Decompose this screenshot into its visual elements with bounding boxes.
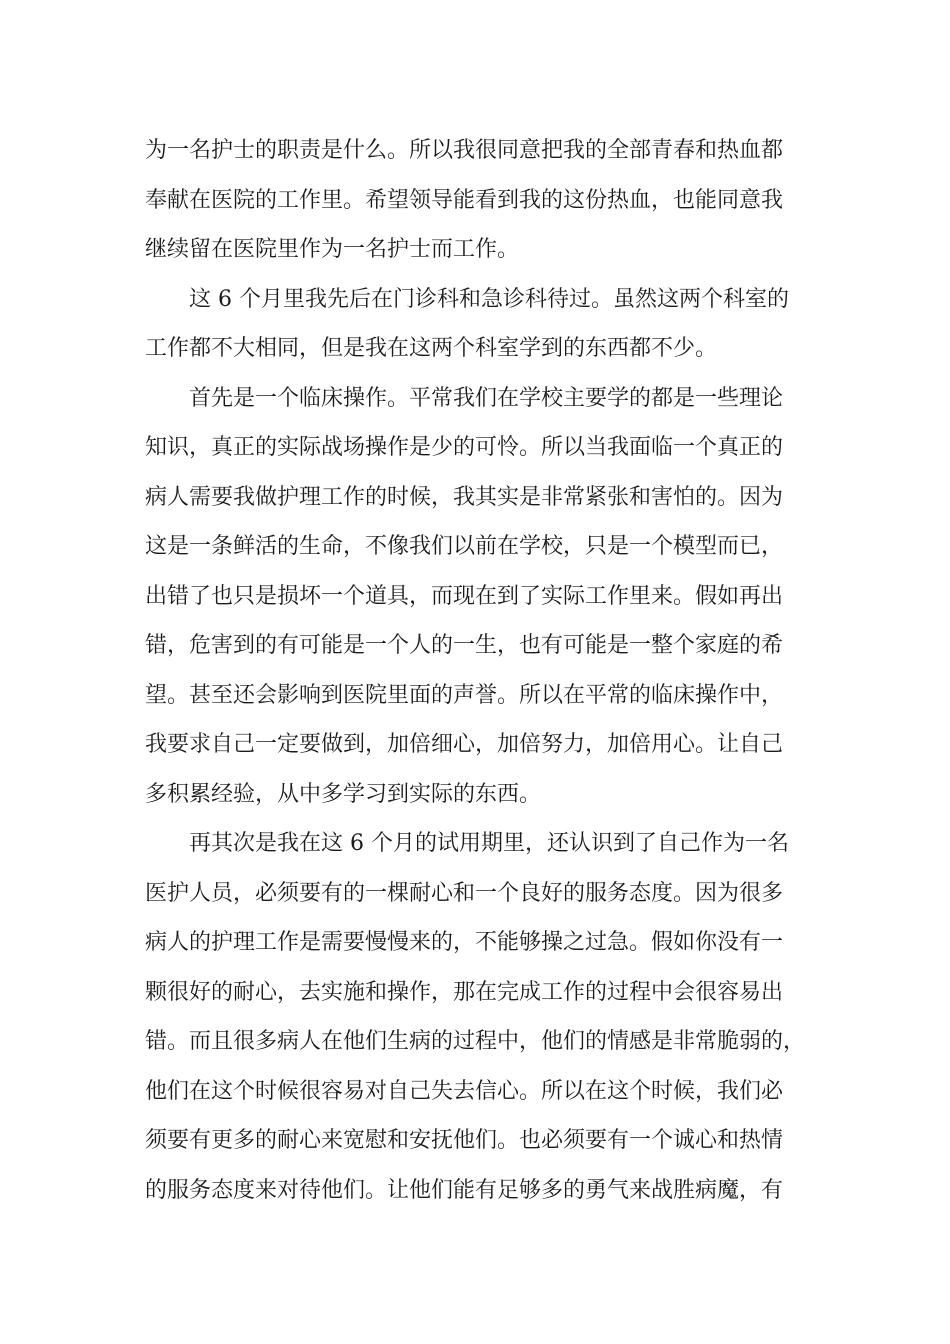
paragraph-4 <box>145 819 810 1215</box>
text-line: 颗很好的耐心，去实施和操作，那在完成工作的过程中会很容易出 <box>145 979 784 1005</box>
text-line: 多积累经验，从中多学习到实际的东西。 <box>145 781 542 807</box>
document-page <box>145 126 810 1215</box>
text-line: 病人需要我做护理工作的时候，我其实是非常紧张和害怕的。因为 <box>145 484 784 510</box>
paragraph-1 <box>145 126 810 275</box>
text-line: 再其次是我在这 6 个月的试用期里，还认识到了自己作为一名 <box>189 831 789 856</box>
paragraph-2 <box>145 275 810 374</box>
text-line: 他们在这个时候很容易对自己失去信心。所以在这个时候，我们必 <box>145 1078 784 1104</box>
text-line: 须要有更多的耐心来宽慰和安抚他们。也必须要有一个诚心和热情 <box>145 1128 784 1153</box>
text-line: 望。甚至还会影响到医院里面的声誉。所以在平常的临床操作中， <box>145 682 784 708</box>
text-line: 病人的护理工作是需要慢慢来的，不能够操之过急。假如你没有一 <box>145 930 784 955</box>
text-line: 继续留在医院里作为一名护士而工作。 <box>145 237 520 262</box>
text-line: 为一名护士的职责是什么。所以我很同意把我的全部青春和热血都 <box>145 138 784 163</box>
text-line: 工作都不大相同，但是我在这两个科室学到的东西都不少。 <box>145 336 718 361</box>
text-line: 医护人员，必须要有的一棵耐心和一个良好的服务态度。因为很多 <box>145 880 784 906</box>
text-line: 错，危害到的有可能是一个人的一生，也有可能是一整个家庭的希 <box>145 633 784 658</box>
text-line: 奉献在医院的工作里。希望领导能看到我的这份热血，也能同意我 <box>145 187 784 213</box>
text-line: 这 6 个月里我先后在门诊科和急诊科待过。虽然这两个科室的 <box>189 286 789 312</box>
text-line: 首先是一个临床操作。平常我们在学校主要学的都是一些理论 <box>189 385 784 411</box>
paragraph-3 <box>145 374 810 820</box>
text-line: 出错了也只是损坏一个道具，而现在到了实际工作里来。假如再出 <box>145 583 784 609</box>
text-line: 这是一条鲜活的生命，不像我们以前在学校，只是一个模型而已， <box>145 534 784 559</box>
text-line: 错。而且很多病人在他们生病的过程中，他们的情感是非常脆弱的， <box>145 1029 806 1054</box>
text-line: 我要求自己一定要做到，加倍细心，加倍努力，加倍用心。让自己 <box>145 732 784 757</box>
text-line: 的服务态度来对待他们。让他们能有足够多的勇气来战胜病魔，有 <box>145 1177 784 1203</box>
text-line: 知识，真正的实际战场操作是少的可怜。所以当我面临一个真正的 <box>145 435 784 460</box>
